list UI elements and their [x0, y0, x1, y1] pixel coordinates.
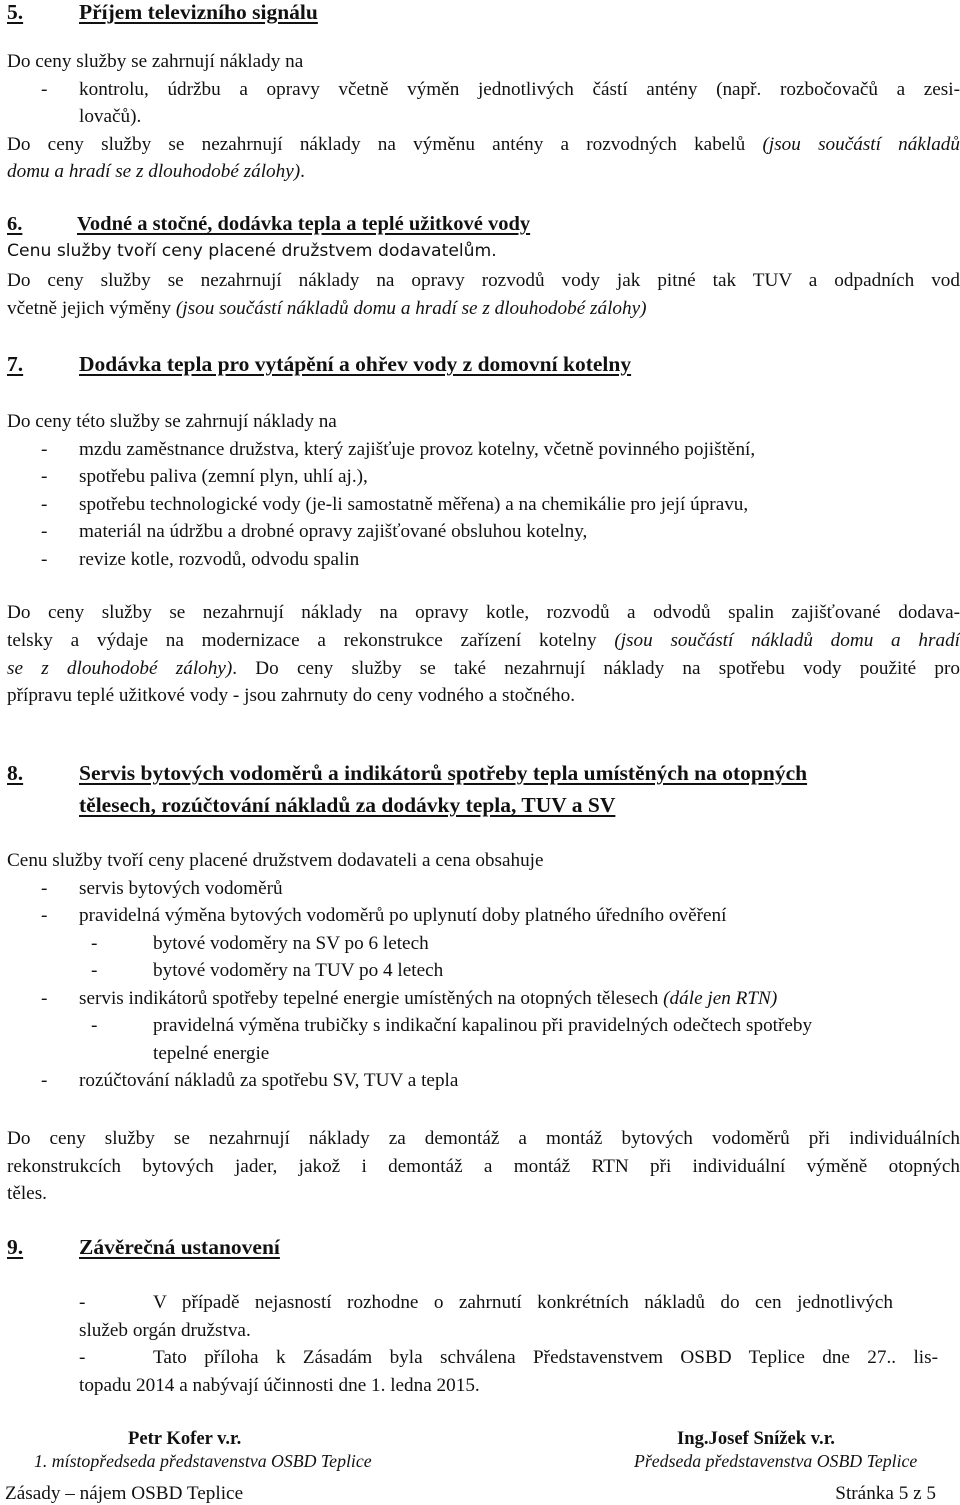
- section-7-paragraph: se z dlouhodobé zálohy). Do ceny služby se také nezahrnují náklady na spotřebu vody použité pro: [7, 658, 960, 679]
- section-number: 7.: [7, 352, 24, 376]
- section-7-paragraph: telsky a výdaje na modernizace a rekonstrukce zařízení kotelny (jsou součástí nákladů domu a hradí: [7, 630, 960, 651]
- section-5-intro: Do ceny služby se zahrnují náklady na: [7, 51, 304, 72]
- section-5-exclusion-end: domu a hradí se z dlouhodobé zálohy).: [7, 161, 305, 182]
- section-title: Příjem televizního signálu: [79, 0, 318, 24]
- sub-list-item-continuation: tepelné energie: [153, 1043, 270, 1064]
- list-item-continuation: topadu 2014 a nabývají účinnosti dne 1. ledna 2015.: [79, 1375, 480, 1396]
- section-6-line: včetně jejich výměny (jsou součástí nákladů domu a hradí se z dlouhodobé zálohy): [7, 298, 647, 319]
- list-dash: -: [41, 79, 48, 100]
- signature-right-name: Ing.Josef Snížek v.r.: [677, 1428, 835, 1449]
- section-title: Závěrečná ustanovení: [79, 1235, 280, 1259]
- section-7-paragraph: Do ceny služby se nezahrnují náklady na opravy kotle, rozvodů a odvodů spalin zajišťované dodava-: [7, 602, 960, 623]
- list-item-continuation: služeb orgán družstva.: [79, 1320, 251, 1341]
- section-6-line: Do ceny služby se nezahrnují náklady na opravy rozvodů vody jak pitné tak TUV a odpadních vod: [7, 270, 960, 291]
- list-item-text: kontrolu, údržbu a opravy včetně výměn jednotlivých částí antény (např. rozbočovačů a zesi-: [79, 79, 960, 100]
- section-number: 6.: [7, 213, 23, 235]
- section-5-exclusion: Do ceny služby se nezahrnují náklady na výměnu antény a rozvodných kabelů (jsou součástí nákladů: [7, 134, 960, 155]
- signature-left-name: Petr Kofer v.r.: [128, 1428, 242, 1449]
- section-6-line: Cenu služby tvoří ceny placené družstvem dodavatelům.: [7, 241, 497, 261]
- list-item-continuation: lovačů).: [79, 106, 142, 127]
- section-title: Vodné a stočné, dodávka tepla a teplé užitkové vody: [77, 213, 531, 235]
- section-number: 9.: [7, 1235, 24, 1259]
- footer-left: Zásady – nájem OSBD Teplice: [5, 1483, 244, 1504]
- document-page: 5. Příjem televizního signálu Do ceny služby se zahrnují náklady na - kontrolu, údržbu a opravy včetně výměn jednotlivých částí antény (např. rozbočovačů a zesi- lovačů). Do ceny služby se nezahrnují náklady na výměnu antény a rozvodných kabelů (jsou součástí nákladů domu a hradí se z dlouhodobé zálohy). 6. Vodné a stočné, dodávka tepla a teplé užitkové vody Cenu služby tvoří ceny placené družstvem dodavatelům. Do ceny služby se nezahrnují náklady na opravy rozvodů vody jak pitné tak TUV a odpadních vod včetně jejich výměny (jsou součástí nákladů domu a hradí se z dlouhodobé zálohy) 7. Dodávka tepla pro vytápění a ohřev vody z domovní kotelny Do ceny této služby se zahrnují náklady na - mzdu zaměstnance družstva, který zajišťuje provoz kotelny, včetně povinného pojištění, - spotřebu paliva (zemní plyn, uhlí aj.), - spotřebu technologické vody (je-li samostatně měřena) a na chemikálie pro její úpravu, - materiál na údržbu a drobné opravy zajišťované obsluhou kotelny, - revize kotle, rozvodů, odvodu spalin Do ceny služby se nezahrnují náklady na opravy kotle, rozvodů a odvodů spalin zajišťované dodava- telsky a výdaje na modernizace a rekonstrukce zařízení kotelny (jsou součástí nákladů domu a hradí se z dlouhodobé zálohy). Do ceny služby se také nezahrnují náklady na spotřebu vody použité pro přípravu teplé užitkové vody - jsou zahrnuty do ceny vodného a stočného. 8. Servis bytových vodoměrů a indikátorů spotřeby tepla umístěných na otopných tělesech, rozúčtování nákladů za dodávky tepla, TUV a SV Cenu služby tvoří ceny placené družstvem dodavateli a cena obsahuje - servis bytových vodoměrů - pravidelná výměna bytových vodoměrů po uplynutí doby platného úředního ověření - bytové vodoměry na SV po 6 letech - bytové vodoměry na TUV po 4 letech - servis indikátorů spotřeby tepelné energie umístěných na otopných tělesech (dále jen RTN) - pravidelná výměna trubičky s indikační kapalinou při pravidelných odečtech spotřeby tepelné energie - rozúčtování nákladů za spotřebu SV, TUV a tepla Do ceny služby se nezahrnují náklady za demontáž a montáž bytových vodoměrů při individuálních rekonstrukcích bytových jader, jakož i demontáž a montáž RTN při individuální výměně otopných těles. 9. Závěrečná ustanovení - V případě nejasností rozhodne o zahrnutí konkrétních nákladů do cen jednotlivých služeb orgán družstva. - Tato příloha k Zásadám byla schválena Představenstvem OSBD Teplice dne 27.. lis- topadu 2014 a nabývají účinnosti dne 1. ledna 2015. Petr Kofer v.r. 1. místopředseda představenstva OSBD Teplice Ing.Josef Snížek v.r. Předseda představenstva OSBD Teplice Zásady – nájem OSBD Teplice Stránka 5 z 5: [5, 0, 960, 1504]
- section-7-intro: Do ceny této služby se zahrnují náklady na: [7, 411, 337, 432]
- section-7-paragraph: přípravu teplé užitkové vody - jsou zahrnuty do ceny vodného a stočného.: [7, 685, 576, 706]
- section-8-intro: Cenu služby tvoří ceny placené družstvem dodavateli a cena obsahuje: [7, 850, 544, 871]
- signature-right-role: Předseda představenstva OSBD Teplice: [634, 1451, 918, 1471]
- section-8-paragraph: Do ceny služby se nezahrnují náklady za demontáž a montáž bytových vodoměrů při individuálních: [7, 1128, 960, 1149]
- section-title: Dodávka tepla pro vytápění a ohřev vody z domovní kotelny: [79, 352, 632, 376]
- footer-page-number: Stránka 5 z 5: [835, 1483, 936, 1504]
- signature-left-role: 1. místopředseda představenstva OSBD Teplice: [34, 1451, 372, 1471]
- section-number: 8.: [7, 761, 24, 785]
- section-number: 5.: [7, 0, 24, 24]
- section-title: Servis bytových vodoměrů a indikátorů spotřeby tepla umístěných na otopných: [79, 761, 808, 785]
- section-8-paragraph: rekonstrukcích bytových jader, jakož i demontáž a montáž RTN při individuální výměně otopných: [7, 1156, 960, 1177]
- section-8-paragraph: těles.: [7, 1183, 47, 1204]
